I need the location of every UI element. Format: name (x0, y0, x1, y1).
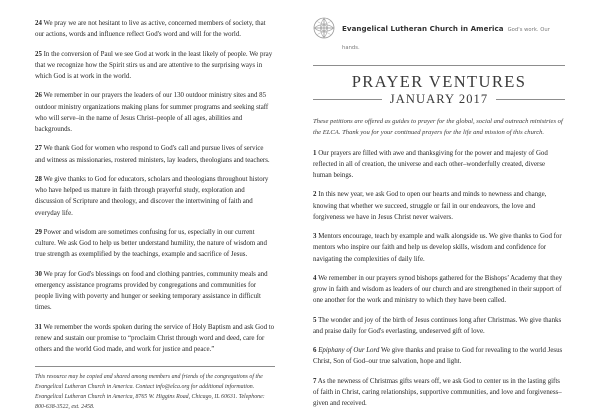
prayer-entry-number: 2 (313, 191, 317, 199)
prayer-entry-text: We remember in our prayers synod bishops gathered for the Bishops’ Academy that they grow in faith and wisdom as leaders of our church and are strengthened in their support of one another for the work and ministry to which they have been called. (313, 274, 563, 305)
masthead-top-rule (313, 65, 565, 66)
brand-tagline: God's work. Our hands. (342, 27, 550, 51)
prayer-entry-text: In the conversion of Paul we see God at work in the least likely of people. We pray that we recognize how the Spirit stirs us and are attentive to the surprising ways in which God is at work in the world. (35, 50, 273, 80)
masthead-subtitle: JANUARY 2017 (389, 92, 489, 107)
prayer-entry-text: We pray for God's blessings on food and clothing pantries, community meals and emergency assistance programs provided by congregations and communities for people living with poverty and hunger or seeking temporary assistance in difficult times. (35, 270, 268, 312)
prayer-entry-number: 31 (35, 323, 42, 331)
prayer-entry (35, 174, 275, 219)
masthead-title: PRAYER VENTURES (351, 72, 527, 91)
prayer-entry (313, 231, 565, 265)
intro-paragraph: These petitions are offered as guides to prayer for the global, social and outreach ministries of the ELCA. Thank you for your continued prayers for the life and mission of this church. (313, 118, 563, 136)
brand-lockup (313, 16, 565, 54)
right-entries-list (313, 148, 565, 410)
prayer-entry (35, 143, 275, 166)
prayer-entry-number: 26 (35, 92, 42, 100)
footer-note: This resource may be copied and shared among members and friends of the congregations of the Evangelical Lutheran Church in America. Contact info@elca.org for additional information. Evangelical Lutheran Church in America, 8765 W. Higgins Road, Chicago, IL 60631. Telephone: 800-638-3522, ext. 2458. (35, 374, 265, 410)
prayer-entry-number: 27 (35, 145, 42, 153)
prayer-entry-number: 24 (35, 20, 42, 27)
prayer-entry (35, 227, 275, 261)
left-column (35, 18, 275, 412)
prayer-entry-festival: Epiphany of Our Lord (318, 347, 380, 355)
prayer-entry-text: We thank God for women who respond to God's call and pursue lives of service and witness as missionaries, rostered ministers, lay leaders, theologians and teachers. (35, 145, 270, 164)
prayer-entry (35, 18, 275, 41)
prayer-entry (313, 315, 565, 338)
prayer-entry-text: The wonder and joy of the birth of Jesus continues long after Christmas. We give thanks and praise daily for God's everlasting, undeserved gift of love. (313, 316, 562, 335)
prayer-entry-number: 1 (313, 149, 317, 157)
elca-cross-globe-emblem-icon (313, 17, 335, 39)
prayer-entry-number: 30 (35, 270, 42, 278)
left-entries-list (35, 18, 275, 355)
prayer-entry-number: 25 (35, 50, 42, 58)
prayer-entry (35, 322, 275, 356)
prayer-entry (313, 345, 565, 368)
prayer-entry-text: Our prayers are filled with awe and thanksgiving for the power and majesty of God reflected in all of creation, the universe and each other–wonderfully created, diverse human beings. (313, 149, 548, 180)
prayer-entry-text: We remember the words spoken during the service of Holy Baptism and ask God to renew and sustain our promise to “proclaim Christ through word and deed, care for others and the world God made, and work for justice and peace.” (35, 323, 275, 353)
prayer-entry-text: As the newness of Christmas gifts wears off, we ask God to center us in the lasting gifts of faith in Christ, caring relationships, supportive communities, and love and forgiveness–given and received. (313, 377, 562, 408)
prayer-entry-number: 5 (313, 316, 317, 324)
prayer-entry (313, 189, 565, 223)
masthead-rule-right (496, 99, 565, 100)
masthead-rule-left (313, 99, 382, 100)
prayer-entry-number: 3 (313, 233, 317, 241)
prayer-entry-number: 29 (35, 228, 42, 236)
prayer-entry-text: We give thanks and praise to God for revealing to the world Jesus Christ, Son of God–our true salvation, hope and light. (313, 347, 563, 366)
prayer-entry-text: Power and wisdom are sometimes confusing for us, especially in our current culture. We ask God to help us better understand humility, the nature of wisdom and true strength as exemplified by the teachings, example and sacrifice of Jesus. (35, 228, 267, 259)
prayer-entry (313, 273, 565, 307)
prayer-entry-text: We give thanks to God for educators, scholars and theologians throughout history who have helped us mature in faith through prayerful study, exploration and discussion of Scripture and theology, and discover the intertwining of faith and everyday life. (35, 175, 269, 217)
prayer-entry-number: 6 (313, 347, 317, 355)
prayer-entry-text: In this new year, we ask God to open our hearts and minds to newness and change, knowing that whether we succeed, struggle or fail in our endeavors, the love and forgiveness we have in Jesus Christ never waivers. (313, 191, 547, 221)
prayer-entry (313, 376, 565, 410)
prayer-entry-number: 28 (35, 175, 42, 183)
masthead-subtitle-row (313, 92, 565, 107)
right-column (313, 16, 565, 409)
prayer-entry-text: We pray we are not hesitant to live as active, concerned members of society, that our actions, words and influence reflect God's word and will for the world. (35, 20, 266, 39)
prayer-entry (35, 269, 275, 314)
footer-divider (35, 366, 275, 367)
prayer-entry-number: 7 (313, 377, 317, 385)
brand-name: Evangelical Lutheran Church in America (342, 24, 504, 33)
prayer-entry (35, 90, 275, 135)
prayer-entry (313, 148, 565, 182)
prayer-entry-text: We remember in our prayers the leaders of our 130 outdoor ministry sites and 85 outdoor ministry organizations making plans for summer programs and seeking staff who will serve–in the name of Jesus Christ–people of all ages, abilities and backgrounds. (35, 92, 269, 133)
brand-text-block (342, 16, 565, 54)
prayer-entry (35, 49, 275, 83)
prayer-entry-number: 4 (313, 274, 317, 282)
prayer-entry-text: Mentors encourage, teach by example and walk alongside us. We give thanks to God for mentors who inspire our faith and help us develop skills, wisdom and confidence for navigating the complexities of daily life. (313, 233, 562, 263)
